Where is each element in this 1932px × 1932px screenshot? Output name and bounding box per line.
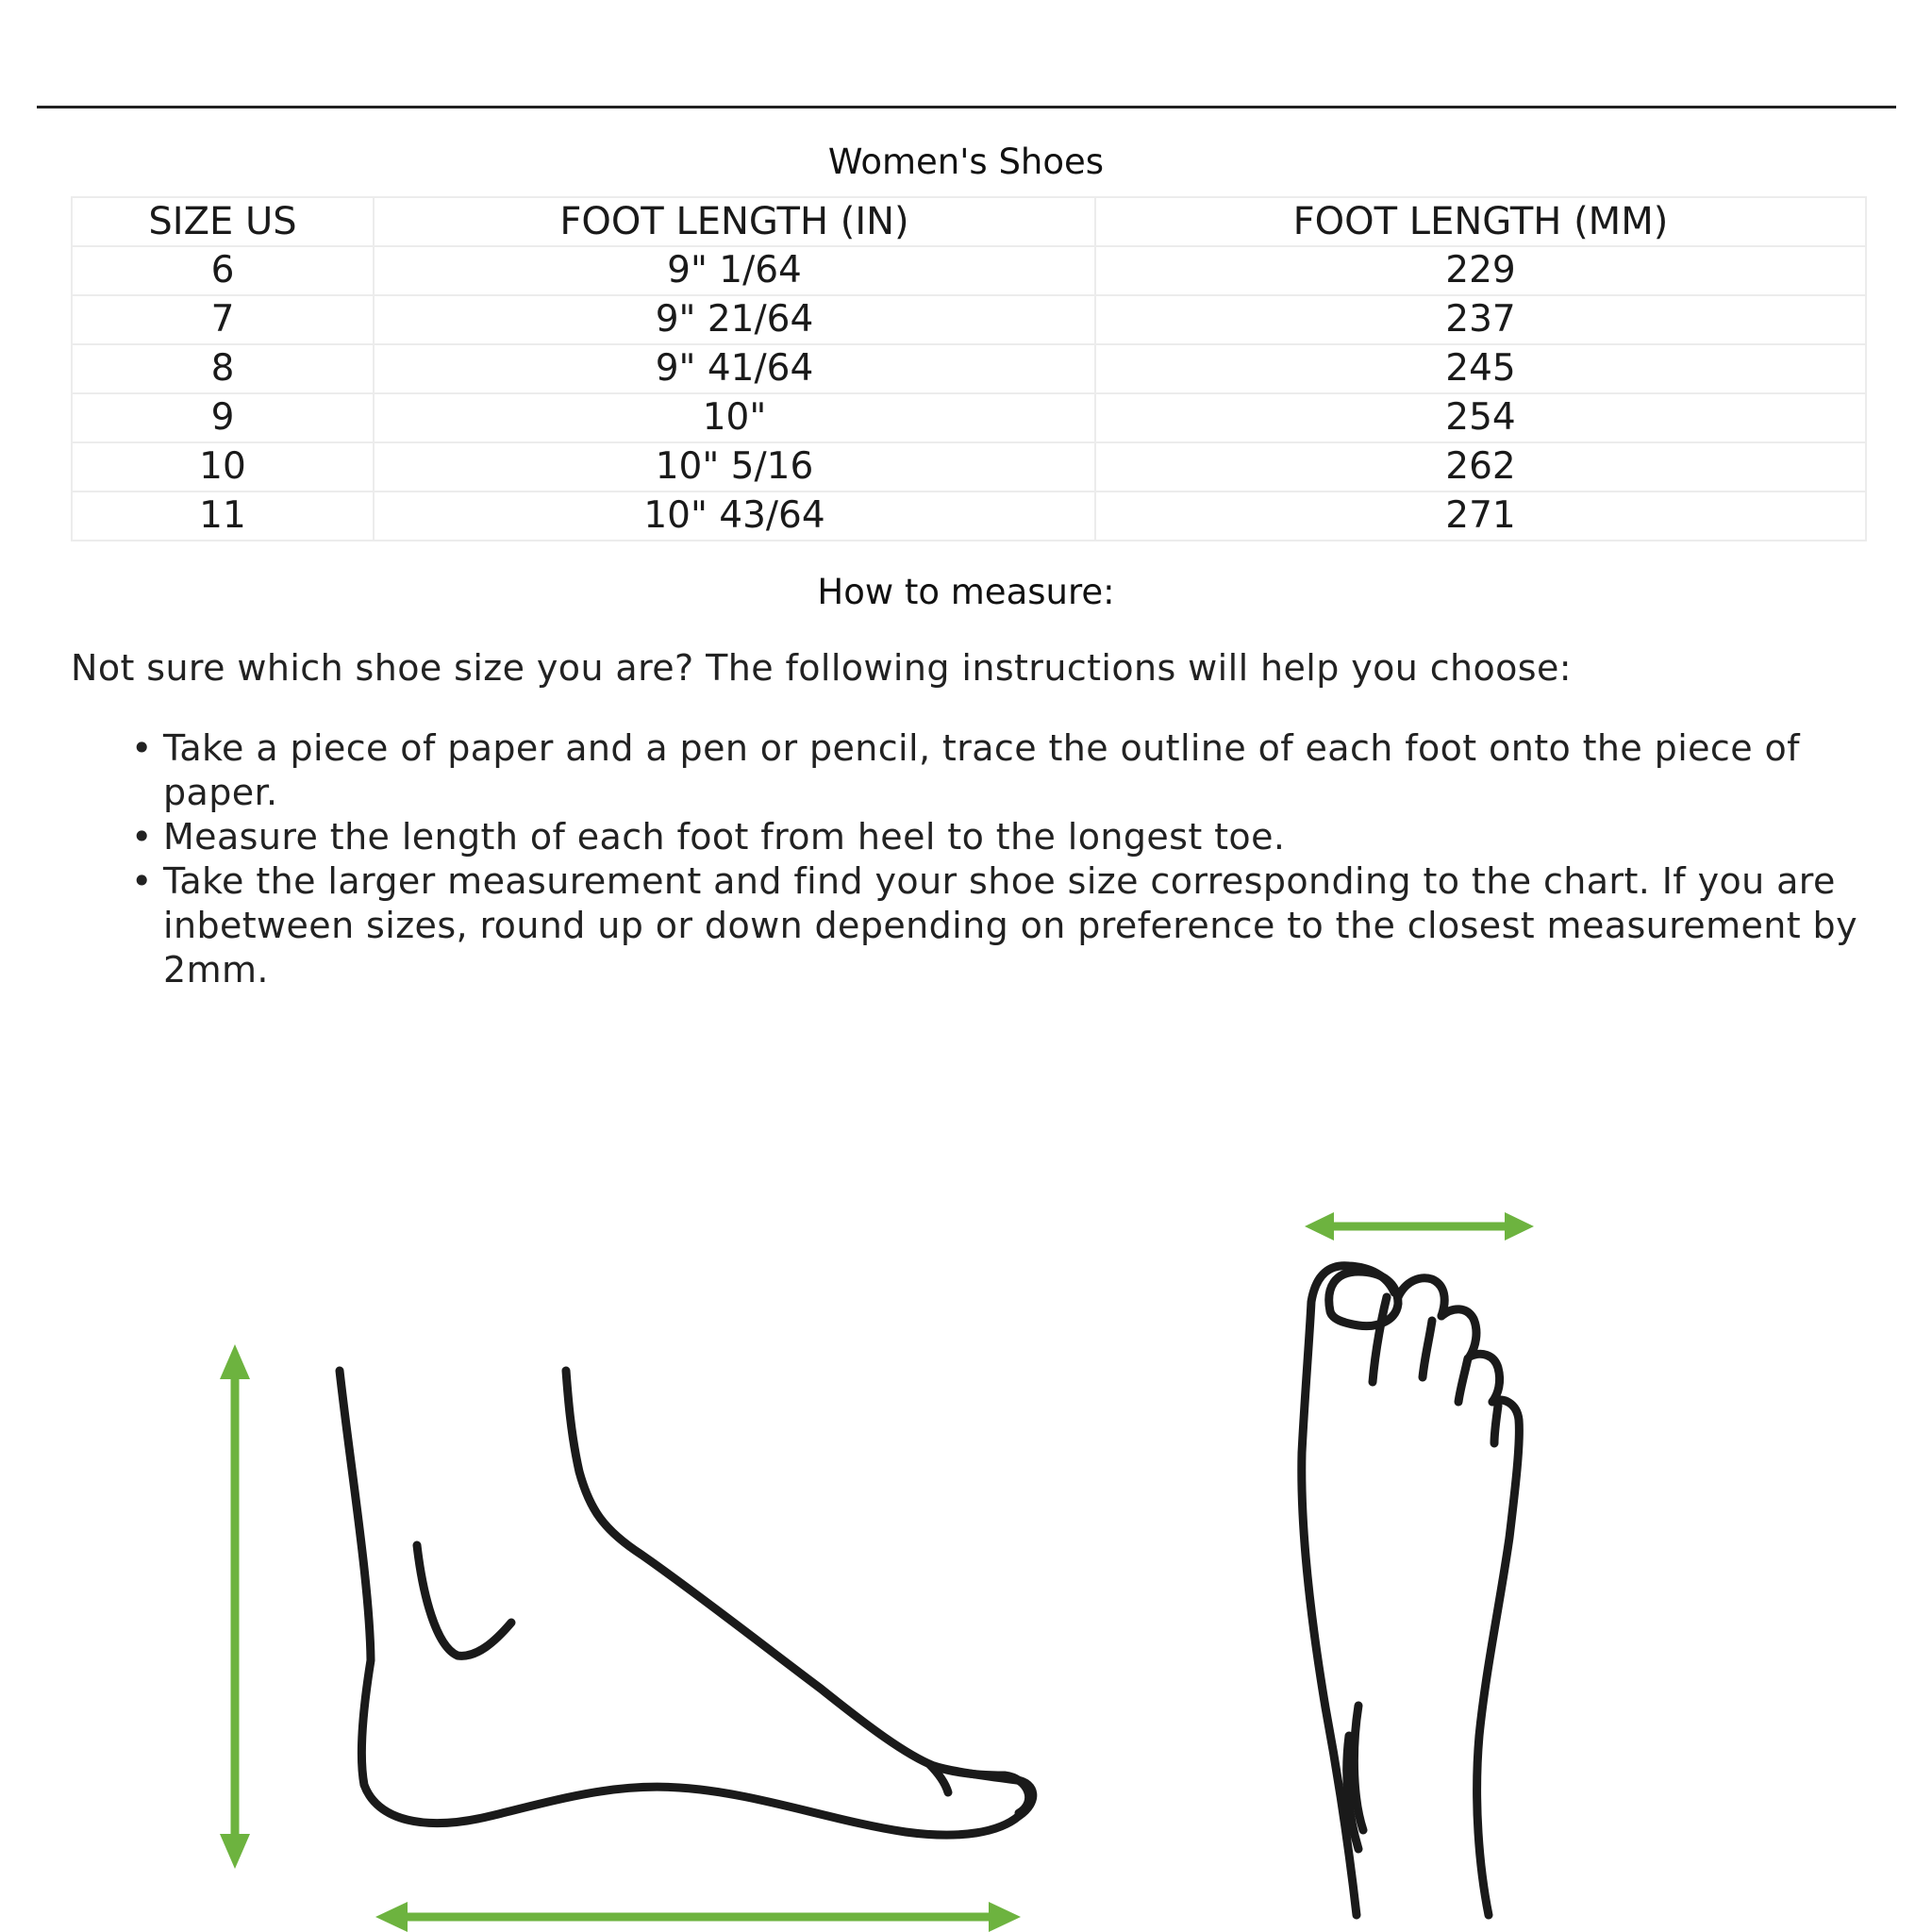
foot-length-in-cell: 10" 43/64 xyxy=(374,491,1095,541)
step-text: Take a piece of paper and a pen or pencil, trace the outline of each foot onto the piece of paper. xyxy=(163,727,1800,813)
foot-length-mm-cell: 271 xyxy=(1095,491,1866,541)
list-item xyxy=(131,859,1861,992)
size-us-cell: 10 xyxy=(72,442,374,491)
foot-length-in-cell: 9" 41/64 xyxy=(374,344,1095,393)
table-row xyxy=(72,491,1866,541)
width-arrow-icon xyxy=(1305,1212,1534,1241)
step-text: Take the larger measurement and find your shoe size corresponding to the chart. If you are inbetween sizes, round up or down depending on preference to the closest measurement by 2mm. xyxy=(163,860,1857,991)
foot-length-in-cell: 10" 5/16 xyxy=(374,442,1095,491)
foot-length-mm-cell: 245 xyxy=(1095,344,1866,393)
table-title: Women's Shoes xyxy=(827,142,1105,182)
side-foot-icon xyxy=(340,1371,1033,1835)
foot-length-in-cell: 9" 21/64 xyxy=(374,295,1095,344)
bullet-icon: • xyxy=(131,816,153,858)
foot-measurement-illustration xyxy=(0,1132,1932,1932)
foot-length-mm-cell: 237 xyxy=(1095,295,1866,344)
foot-length-mm-cell: 262 xyxy=(1095,442,1866,491)
table-row xyxy=(72,442,1866,491)
foot-length-mm-cell: 254 xyxy=(1095,393,1866,442)
size-us-cell: 11 xyxy=(72,491,374,541)
step-text: Measure the length of each foot from heel to the longest toe. xyxy=(163,816,1286,858)
foot-length-in-cell: 9" 1/64 xyxy=(374,246,1095,295)
foot-length-mm-cell: 229 xyxy=(1095,246,1866,295)
column-header-size-us: SIZE US xyxy=(72,197,374,246)
bullet-icon: • xyxy=(131,727,153,769)
size-us-cell: 9 xyxy=(72,393,374,442)
bullet-icon: • xyxy=(131,860,153,902)
size-chart-table xyxy=(71,196,1867,541)
top-foot-icon xyxy=(1302,1266,1520,1915)
top-divider xyxy=(37,106,1896,108)
how-to-measure-heading: How to measure: xyxy=(817,572,1115,612)
instruction-steps xyxy=(131,726,1861,992)
size-us-cell: 6 xyxy=(72,246,374,295)
table-row xyxy=(72,344,1866,393)
table-header-row xyxy=(72,197,1866,246)
table-row xyxy=(72,246,1866,295)
height-arrow-icon xyxy=(220,1344,250,1869)
column-header-foot-length-in: FOOT LENGTH (IN) xyxy=(374,197,1095,246)
size-us-cell: 7 xyxy=(72,295,374,344)
table-row xyxy=(72,393,1866,442)
size-us-cell: 8 xyxy=(72,344,374,393)
length-arrow-icon xyxy=(375,1902,1021,1932)
foot-length-in-cell: 10" xyxy=(374,393,1095,442)
column-header-foot-length-mm: FOOT LENGTH (MM) xyxy=(1095,197,1866,246)
list-item xyxy=(131,726,1861,815)
list-item xyxy=(131,815,1861,859)
instructions-intro: Not sure which shoe size you are? The following instructions will help you choose: xyxy=(71,647,1572,689)
table-row xyxy=(72,295,1866,344)
